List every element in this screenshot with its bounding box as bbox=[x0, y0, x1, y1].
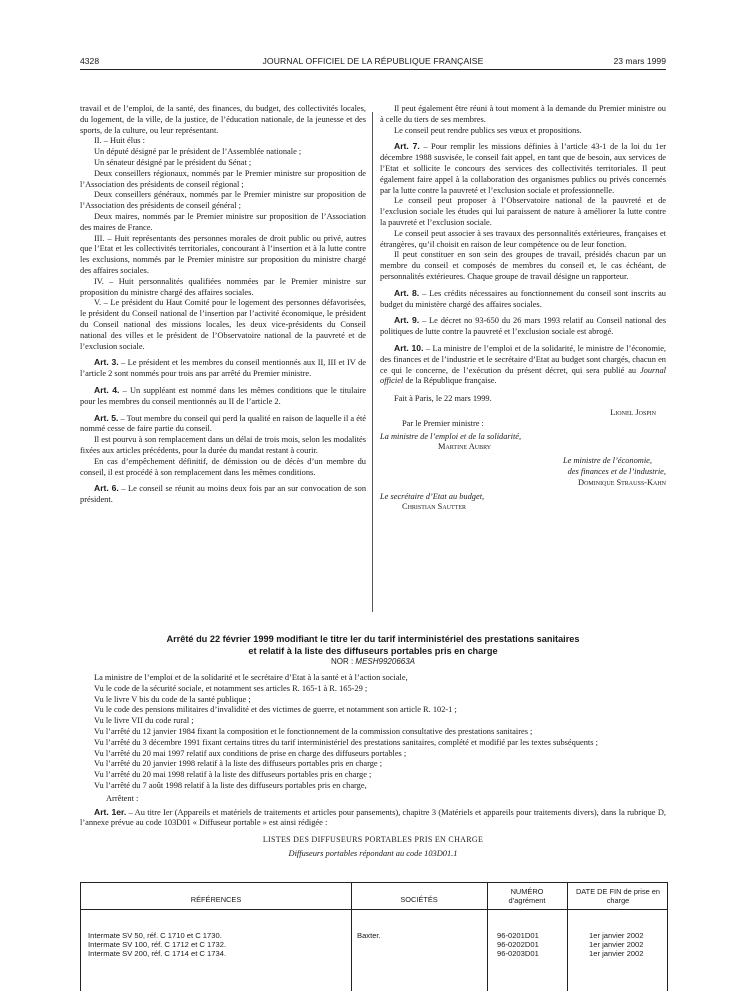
header-row-line bbox=[81, 909, 667, 910]
paragraph: La ministre de l’emploi et de la solidarité et le secrétaire d’Etat à la santé et à l’action sociale, bbox=[94, 673, 408, 682]
article-10 bbox=[380, 343, 666, 387]
paragraph: Deux conseillers régionaux, nommés par le Premier ministre sur proposition de l’Association des présidents de conseil régional ; bbox=[80, 168, 366, 189]
table-cell-ref: Intermate SV 50, réf. C 1710 et C 1730. bbox=[88, 931, 222, 940]
article-label: Art. 4. bbox=[94, 384, 120, 395]
paragraph: Un sénateur désigné par le président du Sénat ; bbox=[94, 157, 252, 167]
minister-title: des finances et de l’industrie, bbox=[567, 466, 666, 476]
article-text: – Le président et les membres du conseil mentionnés aux II, III et IV de l’article 2 sont nommés pour trois ans par arrêté du Premier ministre. bbox=[80, 358, 366, 379]
table-cell-numero: 96-0202D01 bbox=[497, 940, 539, 949]
article-text: de la République française. bbox=[403, 376, 497, 386]
article-label: Art. 7. bbox=[394, 141, 420, 152]
visa: Vu l’arrêté du 12 janvier 1984 fixant la composition et le fonctionnement de la commission consultative des prestations sanitaires ; bbox=[94, 726, 533, 736]
secretary-name: Christian Sautter bbox=[402, 502, 466, 512]
visa: Vu l’arrêté du 20 janvier 1998 relatif à la liste des diffuseurs portables pris en charge ; bbox=[94, 759, 383, 769]
header-rule bbox=[80, 69, 666, 70]
article-4 bbox=[80, 385, 366, 408]
paragraph: Il peut également être réuni à tout moment à la demande du Premier ministre ou à celle du tiers de ses membres. bbox=[380, 104, 666, 124]
visa: Vu l’arrêté du 7 août 1998 relatif à la liste des diffuseurs portables pris en charge, bbox=[94, 780, 367, 790]
table-cell-numero: 96-0203D01 bbox=[497, 949, 539, 958]
table-cell-ref: Intermate SV 100, réf. C 1712 et C 1732. bbox=[88, 940, 227, 949]
article-label: Art. 9. bbox=[394, 315, 420, 326]
paragraph: En cas d’empêchement définitif, de démission ou de décès d’un membre du conseil, il est procédé à son remplacement dans les mêmes conditions. bbox=[80, 456, 366, 477]
article-label: Art. 6. bbox=[94, 483, 119, 494]
article-6 bbox=[80, 483, 366, 506]
visa: Vu l’arrêté du 3 décembre 1991 fixant certains titres du tarif interministériel des prestations sanitaires, complété et modifié par les textes subséquents ; bbox=[94, 737, 598, 747]
issue-date: 23 mars 1999 bbox=[613, 56, 666, 66]
signature-pm: Lionel Jospin bbox=[610, 407, 656, 417]
paragraph: Un député désigné par le président de l’Assemblée nationale ; bbox=[94, 147, 302, 157]
paragraph: Le conseil peut proposer à l’Observatoire national de la pauvreté et de l’exclusion sociale les études qui lui paraissent de nature à améliorer la lutte contre la pauvreté et l’exclusion sociale. bbox=[380, 196, 666, 227]
table-cell-date: 1er janvier 2002 bbox=[589, 940, 644, 949]
journal-name: Journal officiel bbox=[380, 365, 666, 386]
article-label: Art. 5. bbox=[94, 412, 119, 423]
list-title: LISTES DES DIFFUSEURS PORTABLES PRIS EN CHARGE bbox=[262, 835, 484, 845]
list-subtitle: Diffuseurs portables répondant au code 103D01.1 bbox=[288, 848, 458, 858]
paragraph: Il peut constituer en son sein des groupes de travail, présidés chacun par un membre du conseil et composés de membres du conseil et, le cas échéant, de personnalités extérieures. Chaque groupe de travail désigne un rapporteur. bbox=[380, 250, 666, 281]
paragraph: V. – Le président du Haut Comité pour le logement des personnes défavorisées, le président du Conseil national de l’insertion par l’activité économique, le président du Conseil national des missions locales, les deux vice-présidents du Conseil national des villes et le président de l’Observatoire national de la pauvreté et de l’exclusion sociale. bbox=[80, 298, 366, 351]
article-5 bbox=[80, 413, 366, 436]
paragraph: travail et de l’emploi, de la santé, des finances, du budget, des collectivités locales, du logement, de la ville, de la justice, de l’éducation nationale, de la jeunesse et des sports, de la culture, ou leur représentant. bbox=[80, 104, 366, 135]
article-text: – Pour remplir les missions définies à l’article 43-1 de la loi du 1er décembre 1988 susvisée, le conseil fait appel, en tant que de besoin, aux services de l’Etat et sollicite le concours des services des collectivités territoriales. Il peut également faire appel à la collaboration des organismes publics ou privés concernés par la lutte contre la pauvreté et l’exclusion sociale et professionnelle. bbox=[380, 142, 666, 195]
article-text: – La ministre de l’emploi et de la solidarité, le ministre de l’économie, des finances et de l’industrie et le secrétaire d’Etat au budget sont chargés, chacun en ce qui le concerne, de l’exécution du présent décret, qui sera publié au bbox=[380, 343, 666, 375]
nor-reference bbox=[80, 657, 666, 668]
article-label: Art. 10. bbox=[394, 342, 424, 353]
right-column bbox=[380, 104, 666, 513]
paragraph: IV. – Huit personnalités qualifiées nommées par le Premier ministre sur proposition du ministre chargé des affaires sociales. bbox=[80, 276, 366, 297]
table-cell-societe: Baxter. bbox=[357, 931, 381, 940]
table-cell-date: 1er janvier 2002 bbox=[589, 949, 644, 958]
article-label: Art. 8. bbox=[394, 287, 420, 298]
article-label: Art. 3. bbox=[94, 357, 119, 368]
journal-title: JOURNAL OFFICIEL DE LA RÉPUBLIQUE FRANÇAISE bbox=[262, 56, 484, 66]
left-column bbox=[80, 104, 366, 506]
article-3 bbox=[80, 357, 366, 380]
minister-title: La ministre de l’emploi et de la solidarité, bbox=[380, 431, 522, 441]
column-divider bbox=[372, 112, 373, 612]
column-line bbox=[567, 883, 568, 991]
column-line bbox=[487, 883, 488, 991]
article-7 bbox=[380, 141, 666, 196]
column-header: DATE DE FIN de prise en charge bbox=[575, 887, 661, 905]
article-8 bbox=[380, 288, 666, 311]
fait-a-paris: Fait à Paris, le 22 mars 1999. bbox=[394, 394, 492, 404]
arrete-body bbox=[80, 673, 666, 860]
visa: Vu l’arrêté du 20 mai 1998 relatif à la liste des diffuseurs portables pris en charge ; bbox=[94, 770, 372, 780]
visa: Vu l’arrêté du 20 mai 1997 relatif aux conditions de prise en charge des diffuseurs portables ; bbox=[94, 748, 407, 758]
article-text: – Un suppléant est nommé dans les mêmes conditions que le titulaire pour les membres du conseil mentionnés au II de l’article 2. bbox=[80, 385, 366, 406]
signature-by: Par le Premier ministre : bbox=[402, 418, 484, 428]
arrete-title bbox=[80, 634, 666, 657]
paragraph: III. – Huit représentants des personnes morales de droit public ou privé, autres que l’Etat et les collectivités territoriales, concourant à l’insertion et à la lutte contre les exclusions, nommés par le Premier ministre sur proposition du ministre chargé des affaires sociales. bbox=[80, 233, 366, 275]
visa: Vu le livre V bis du code de la santé publique ; bbox=[94, 694, 251, 704]
minister-title: Le ministre de l’économie, bbox=[562, 456, 652, 466]
article-text: – Les crédits nécessaires au fonctionnement du conseil sont inscrits au budget du ministère chargé des affaires sociales. bbox=[380, 288, 666, 309]
minister-name: Dominique Strauss-Kahn bbox=[578, 477, 666, 487]
arretent: Arrêtent : bbox=[106, 793, 139, 803]
article-text: – Le décret no 93-650 du 26 mars 1993 relatif au Conseil national des politiques de lutte contre la pauvreté et l’exclusion sociale est abrogé. bbox=[380, 316, 666, 337]
article-label: Art. 1er. bbox=[94, 806, 127, 817]
table-cell-ref: Intermate SV 200, réf. C 1714 et C 1734. bbox=[88, 949, 227, 958]
arrete-title-line: et relatif à la liste des diffuseurs portables pris en charge bbox=[248, 645, 498, 656]
article-text: – Le conseil se réunit au moins deux fois par an sur convocation de son président. bbox=[80, 484, 367, 505]
article-text: – Au titre Ier (Appareils et matériels de traitements et articles pour pansements), chapitre 3 (Matériels et appareils pour traitements divers), dans la rubrique D, l’annexe prévue au code 103D01 « Diffuseur portable » est ainsi rédigée : bbox=[80, 807, 666, 828]
diffuseurs-table bbox=[80, 882, 668, 991]
paragraph: Deux maires, nommés par le Premier ministre sur proposition de l’Association des maires de France. bbox=[80, 211, 366, 232]
article-9 bbox=[380, 315, 666, 338]
table-cell-numero: 96-0201D01 bbox=[497, 931, 539, 940]
page-header bbox=[80, 56, 666, 68]
paragraph: II. – Huit élus : bbox=[94, 136, 145, 146]
paragraph: Deux conseillers généraux, nommés par le Premier ministre sur proposition de l’Association des présidents de conseil général ; bbox=[80, 190, 366, 211]
article-text: – Tout membre du conseil qui perd la qualité en raison de laquelle il a été nommé cesse de faire partie du conseil. bbox=[80, 413, 366, 434]
column-header: RÉFÉRENCES bbox=[190, 895, 242, 904]
table-cell-date: 1er janvier 2002 bbox=[589, 931, 644, 940]
visa: Vu le code des pensions militaires d’invalidité et des victimes de guerre, et notamment son article R. 102-1 ; bbox=[94, 705, 457, 715]
column-header: NUMÉRO d’agrément bbox=[508, 887, 546, 905]
paragraph: Le conseil peut rendre publics ses vœux et propositions. bbox=[394, 125, 582, 135]
arrete-title-line: Arrêté du 22 février 1999 modifiant le titre Ier du tarif interministériel des prestations sanitaires bbox=[166, 634, 580, 644]
visa: Vu le code de la sécurité sociale, et notamment ses articles R. 165-1 à R. 165-29 ; bbox=[94, 683, 368, 693]
paragraph: Le conseil peut associer à ses travaux des personnalités extérieures, françaises et étrangères, qu’il choisit en raison de leur compétence ou de leur fonction. bbox=[380, 228, 666, 249]
column-header: SOCIÉTÉS bbox=[400, 895, 438, 904]
secretary-title: Le secrétaire d’Etat au budget, bbox=[380, 491, 485, 501]
minister-name: Martine Aubry bbox=[438, 442, 492, 452]
page-number: 4328 bbox=[80, 56, 100, 66]
nor-label: NOR : bbox=[330, 657, 356, 666]
visa: Vu le livre VII du code rural ; bbox=[94, 716, 194, 726]
nor-code: MESH9920663A bbox=[355, 657, 416, 666]
article-1 bbox=[80, 807, 666, 830]
paragraph: Il est pourvu à son remplacement dans un délai de trois mois, selon les modalités fixées aux articles précédents, pour la durée du mandat restant à courir. bbox=[80, 435, 366, 455]
